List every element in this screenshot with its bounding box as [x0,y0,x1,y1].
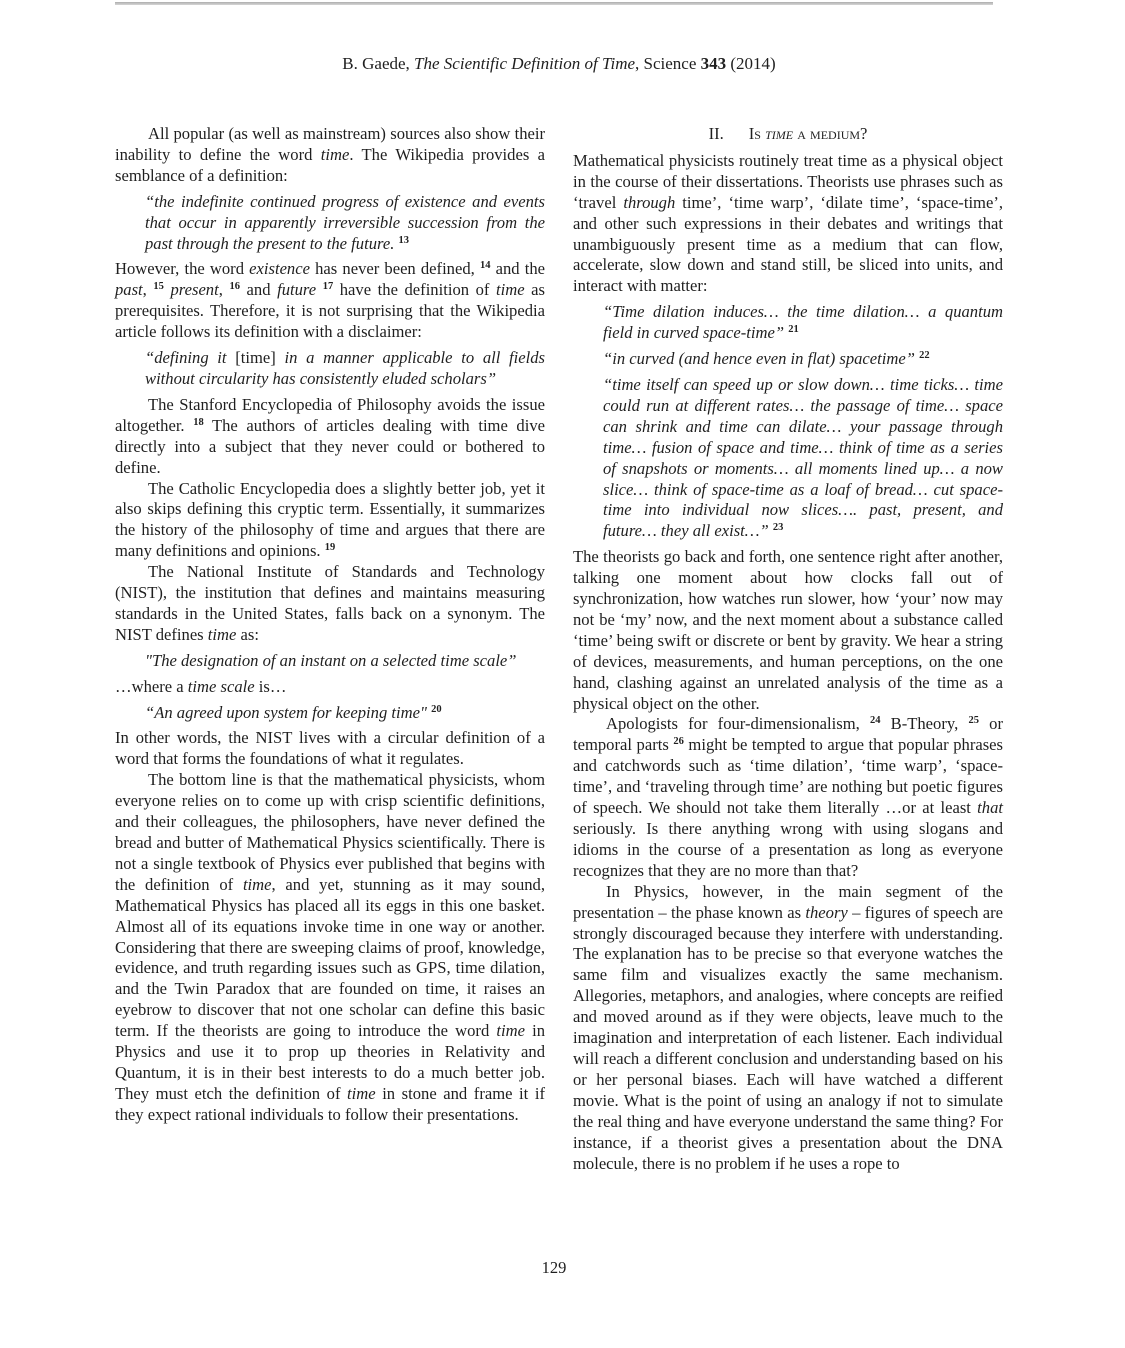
text-run: “the indefinite continued progress of existence and events that occur in apparently irreversible succession from the past through the present to the future. [145,191,545,253]
text-run: 343 [700,54,727,73]
block-quote [603,302,1003,344]
paragraph [115,728,545,770]
footnote-reference: 24 [869,715,881,727]
text-run: and [239,280,278,300]
text-run: past [115,280,143,300]
footnote-reference: 18 [193,416,204,428]
text-run: “An agreed upon system for keeping time" [145,702,432,722]
text-run: have the definition of [333,280,497,300]
footnote-reference: 21 [788,324,799,336]
paragraph [115,562,545,646]
paragraph [573,714,1003,881]
text-run: The bottom line is that the mathematical physicists, whom everyone relies on to come up with crisp scientific definitions, and their colleagues, the philosophers, have never defined the bread and butter of Mathematical Physics scientifically. There is not a single textbook of Physics ever published that begins with the definition of [115,770,545,894]
paragraph [573,151,1003,297]
footnote-reference: 17 [322,281,334,293]
block-quote [603,349,1003,370]
text-run: In other words, the NIST lives with a circular definition of a word that forms the foundations of what it regulates. [115,728,545,769]
footnote-reference: 16 [229,281,240,293]
text-run: time’, ‘time warp’, ‘dilate time’, ‘space-time’, and other such expressions in their debates and writings that unambiguously present time as a medium that can flow, accelerate, slow down and stand still, be sliced into units, and interact with matter: [573,192,1004,296]
paragraph [573,547,1003,714]
text-run: has never been defined, [309,259,480,279]
block-quote [145,651,545,672]
paragraph [115,479,545,563]
block-quote [603,375,1003,542]
text-run: II. Is [708,124,766,143]
block-quote [145,192,545,255]
paragraph [115,259,545,343]
footnote-reference: 14 [479,260,491,272]
text-run: in stone and frame it if they expect rational individuals to follow their presentations. [115,1083,545,1124]
text-run: in a manner applicable to all fields without circularity has consistently eluded scholars” [145,348,545,388]
text-run: The Stanford Encyclopedia of Philosophy avoids the issue altogether. [115,394,545,435]
paragraph [115,124,545,187]
text-run: that [977,798,1003,818]
text-run: The Scientific Definition of Time [414,54,636,73]
text-run: (2014) [726,54,776,73]
text-run: B. Gaede, [342,54,415,73]
paragraph [115,677,545,698]
text-run: – figures of speech are strongly discouraged because they interfere with understanding. The explanation has to be precise so that everyone watches the same film and visualizes exactly the same mechanism. Allegories, metaphors, and analogies, where concepts are reified and moved around as if they were objects, leave much to the imagination and interpretation of each listener. Each individual will reach a different conclusion and understanding based on his or her personal biases. Each will have watched a different movie. What is the point of using an analogy if not to simulate the real thing and have everyone understand the same thing? For instance, if a theorist gives a presentation about the DNA molecule, there is no problem if he uses a rope to [573,902,1003,1173]
text-run: “Time dilation induces… the time dilation… a quantum field in curved space-time” [603,302,1003,343]
text-run: …where a [115,676,188,696]
text-run: “time itself can speed up or slow down… time ticks… time could run at different rates… the passage of time… space can shrink and time can dilate… your passage through time… fusion of space and time… think of time as a series of snapshots or moments… all moments lined up… a now slice… think of space-time as a loaf of bread… cut space-time into individual now slices…. past, present, and future… they all exist…” [603,374,1003,541]
text-run: The theorists go back and forth, one sentence right after another, talking one moment about how clocks fall out of synchronization, how watches run slower, how ‘your’ now may not be ‘my’ now, and the next moment about a substance called ‘time’ being swift or discrete or bent by gravity. We hear a string of devices, measurements, and human perceptions, on the one hand, clashing against an unrelated analysis of the time as a physical object on the other. [573,547,1003,713]
text-run: might be tempted to argue that popular phrases and catchwords such as ‘time dilation’, ‘time warp’, ‘space-time’, and ‘traveling through time’ are nothing but poetic figures of speech. We should not take them literally …or at least [573,735,1003,818]
text-run: a medium? [793,124,868,143]
text-run: through [623,192,676,212]
text-run: In Physics, however, in the main segment of the presentation – the phase known as [573,881,1003,922]
block-quote [145,703,545,724]
text-run: Apologists for four-dimensionalism, [606,714,870,734]
footnote-reference: 26 [673,736,684,748]
paragraph [115,395,545,479]
text-run: time [347,1083,376,1103]
block-quote [145,348,545,390]
text-run: time [765,124,794,143]
text-run: existence [249,259,310,279]
text-run: “in curved (and hence even in flat) spacetime” [603,349,920,369]
text-run: , Science [635,54,701,73]
page-top-border [115,2,993,5]
right-column [573,124,1003,1174]
paragraph [573,882,1003,1175]
text-run: All popular (as well as mainstream) sources also show their inability to define the word [115,124,545,164]
text-run: as prerequisites. Therefore, it is not surprising that the Wikipedia article follows its definition with a disclaimer: [115,280,545,342]
text-run: and the [490,259,545,279]
text-run: Mathematical physicists routinely treat time as a physical object in the course of their dissertations. Theorists use phrases such as ‘travel [573,150,1003,212]
text-run: , [142,280,154,300]
text-run: . The Wikipedia provides a semblance of a definition: [115,144,545,185]
footnote-reference: 13 [398,234,409,246]
text-run: time [496,1021,525,1041]
text-run: in Physics and use it to prop up theories in Relativity and Quantum, it is in their best interests to do a much better job. They must etch the definition of [115,1021,545,1103]
footnote-reference: 19 [324,542,336,554]
text-run: [time] [235,348,285,368]
text-run: is… [254,676,287,696]
footnote-reference: 25 [968,715,979,727]
text-run: , [218,280,230,300]
text-run: However, the word [115,259,250,279]
text-run: The Catholic Encyclopedia does a slightly better job, yet it also skips defining this cryptic term. Essentially, it summarizes the history of the philosophy of time and argues that there are many definitions and opinions. [115,478,545,561]
text-run: time [320,144,350,164]
text-run: as: [236,624,259,644]
text-run: time scale [187,676,255,696]
text-run: time [496,280,525,300]
text-run: The National Institute of Standards and Technology (NIST), the institution that defines and maintains measuring standards in the United States, falls back on a synonym. The NIST defines [115,562,545,644]
text-run: theory [805,902,848,922]
footnote-reference: 23 [772,522,784,534]
text-run: time [242,874,272,894]
text-run: "The designation of an instant on a selected time scale” [145,650,517,670]
text-run [316,280,323,299]
text-run: time [207,624,237,644]
footnote-reference: 22 [919,350,930,362]
section-heading [573,124,1003,145]
footnote-reference: 15 [153,281,164,293]
text-run: future [277,280,317,300]
text-run: present [170,280,219,300]
page-body [115,124,1003,1174]
text-run: “defining it [145,348,236,368]
text-run: or temporal parts [573,714,1003,755]
text-run: , and yet, stunning as it may sound, Mathematical Physics has placed all its eggs in this one basket. Almost all of its equations invoke time in one way or another. Considering that there are sweeping claims of proof, knowledge, evidence, and truth regarding issues such as GPS, time dilation, and the Twin Paradox that are founded on time, it raises an eyebrow to discover that not one scholar can define this basic term. If the theorists are going to introduce the word [115,874,546,1041]
left-column [115,124,545,1174]
text-run: The authors of articles dealing with time dive directly into a subject that they never could or bothered to define. [115,415,545,477]
text-run: B-Theory, [880,714,969,734]
footnote-reference: 20 [431,703,442,715]
paragraph [115,770,545,1125]
text-run: seriously. Is there anything wrong with using slogans and idioms in the course of a presentation as long as everyone recognizes that they are no more than that? [573,819,1003,880]
page-number: 129 [541,1258,567,1277]
running-header [115,53,1003,74]
